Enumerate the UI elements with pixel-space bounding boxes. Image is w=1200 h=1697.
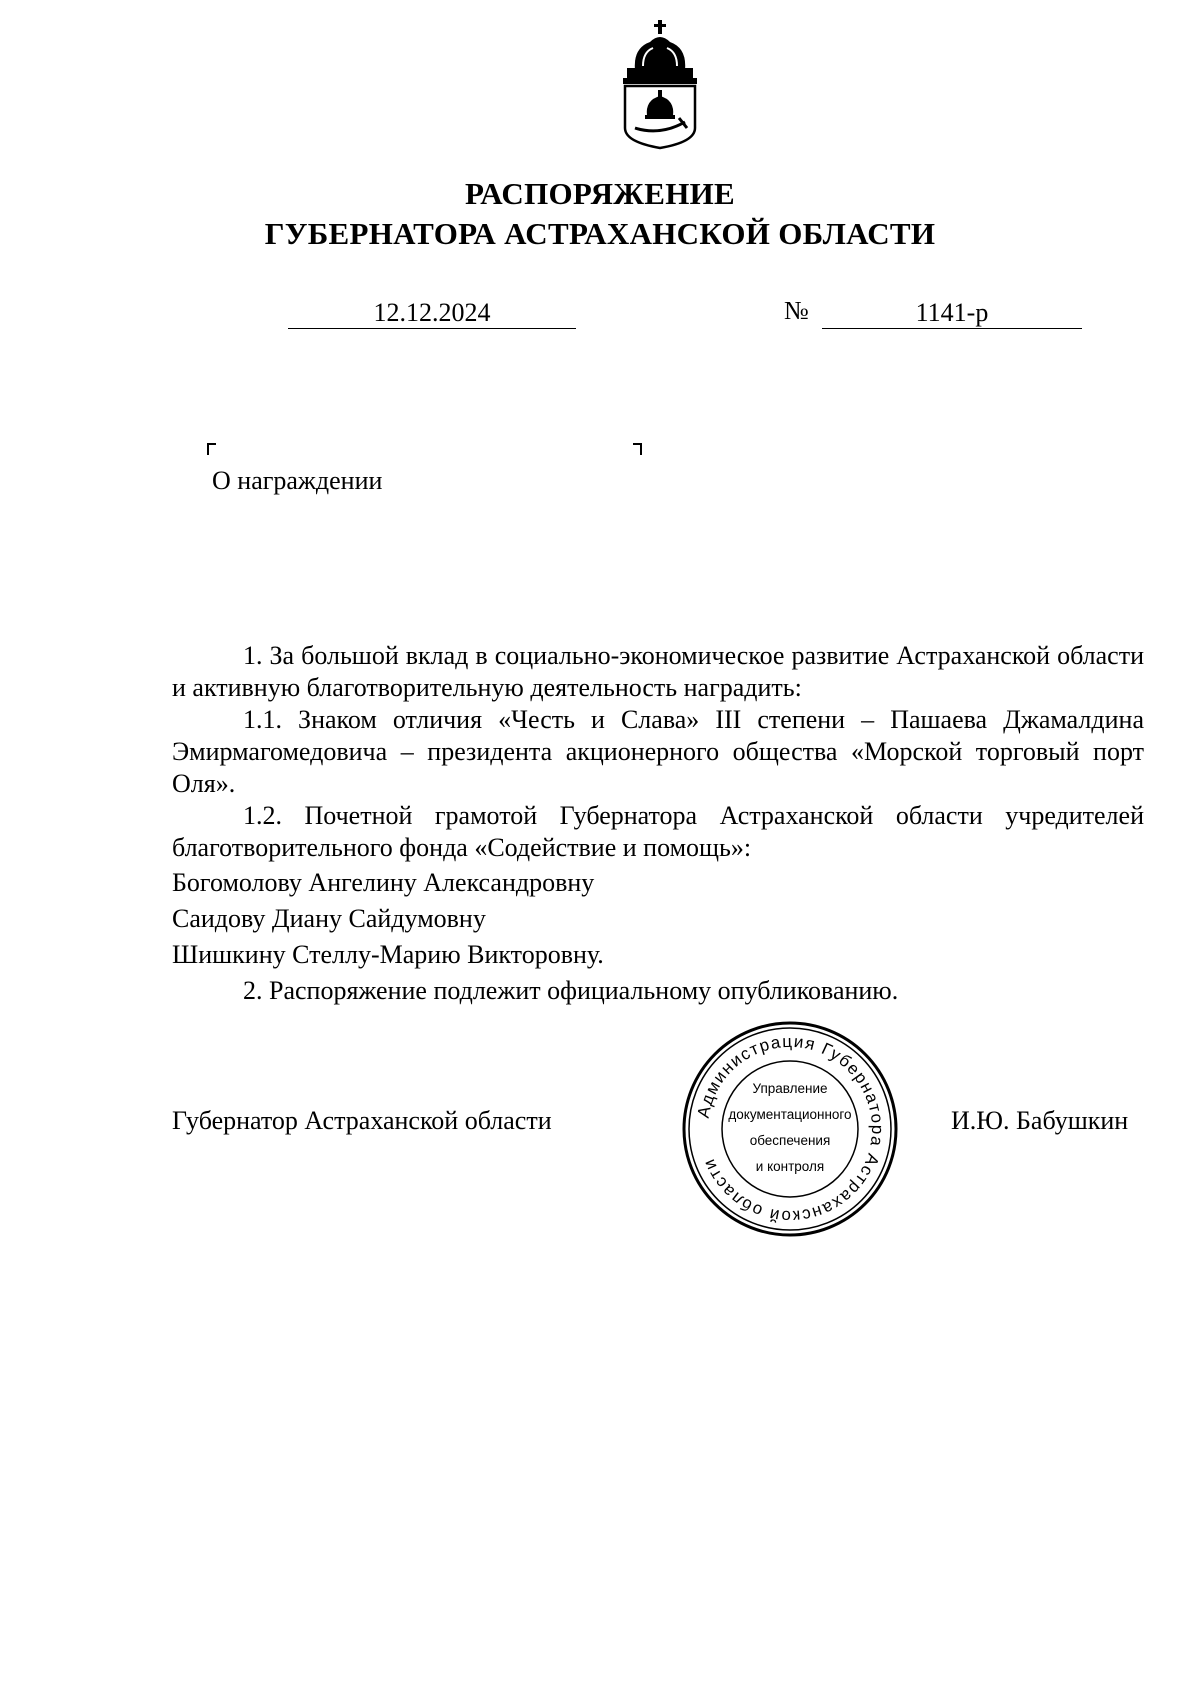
awardee-name-1: Богомолову Ангелину Александровну bbox=[172, 868, 595, 897]
stamp-inner-line-3: обеспечения bbox=[749, 1133, 831, 1148]
document-title-line1: РАСПОРЯЖЕНИЕ bbox=[464, 176, 736, 211]
coat-of-arms-emblem bbox=[615, 18, 705, 150]
stamp-outer-text: Администрация Губернатора Астраханской области bbox=[693, 1031, 888, 1227]
awardee-name-3: Шишкину Стеллу-Марию Викторовну. bbox=[172, 940, 604, 969]
stamp-inner-line-4: и контроля bbox=[755, 1159, 825, 1174]
number-sign: № bbox=[784, 296, 809, 325]
corner-mark-right bbox=[633, 443, 642, 455]
document-subject: О награждении bbox=[212, 466, 383, 495]
paragraph-2: 2. Распоряжение подлежит официальному опубликованию. bbox=[243, 976, 899, 1005]
document-body bbox=[172, 640, 1144, 864]
stamp-inner-line-1: Управление bbox=[752, 1081, 828, 1096]
signatory-position: Губернатор Астраханской области bbox=[172, 1106, 552, 1135]
paragraph-1-2: 1.2. Почетной грамотой Губернатора Астраханской области учредителей благотворительного фонда «Содействие и помощь»: bbox=[172, 801, 1144, 862]
document-number: 1141-р bbox=[822, 298, 1082, 329]
document-date: 12.12.2024 bbox=[288, 298, 576, 329]
paragraph-1-1: 1.1. Знаком отличия «Честь и Слава» III степени – Пашаева Джамалдина Эмирмагомедовича – президента акционерного общества «Морской торговый порт Оля». bbox=[172, 705, 1144, 798]
corner-mark-left bbox=[207, 443, 216, 455]
document-title-line2: ГУБЕРНАТОРА АСТРАХАНСКОЙ ОБЛАСТИ bbox=[264, 216, 936, 251]
awardee-name-2: Саидову Диану Сайдумовну bbox=[172, 904, 486, 933]
paragraph-1: 1. За большой вклад в социально-экономическое развитие Астраханской области и активную благотворительную деятельность наградить: bbox=[172, 641, 1144, 702]
stamp-inner-line-2: документационного bbox=[728, 1107, 852, 1122]
signatory-name: И.Ю. Бабушкин bbox=[951, 1106, 1129, 1135]
official-stamp bbox=[680, 1019, 900, 1239]
